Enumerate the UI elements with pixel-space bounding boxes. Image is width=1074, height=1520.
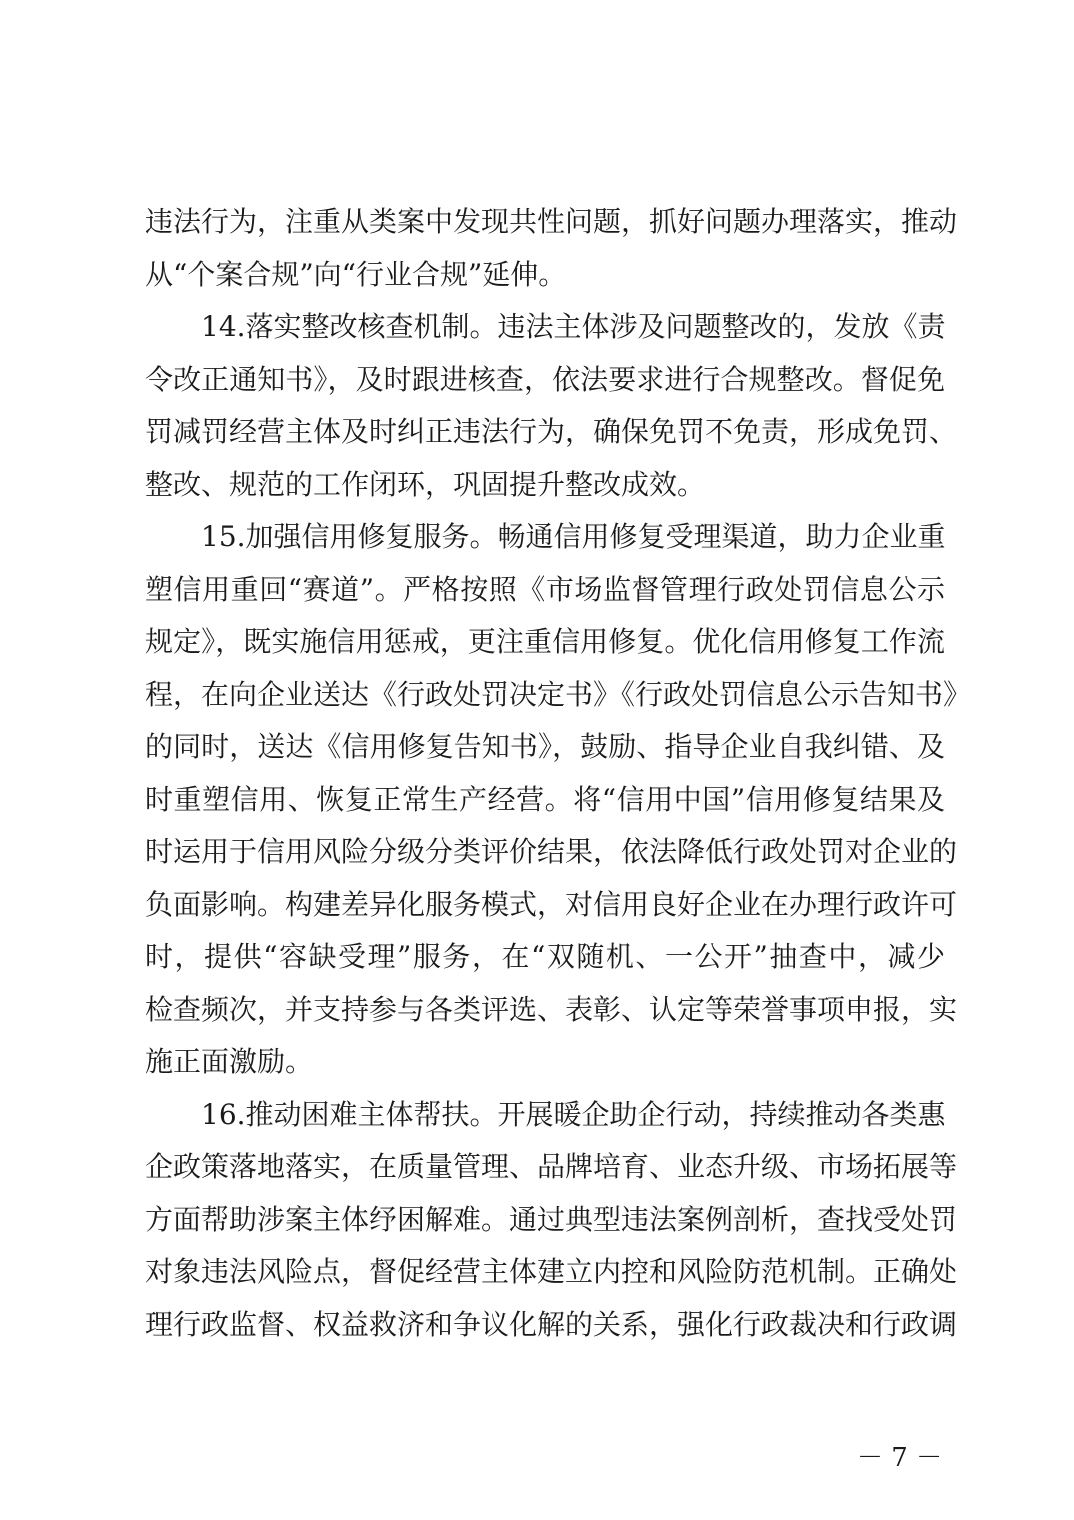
text-line-17: 施正面激励。 bbox=[145, 1045, 314, 1078]
text-line-12: 时重塑信用、恢复正常生产经营。将“信用中国”信用修复结果及 bbox=[145, 782, 945, 816]
text-line-20: 方面帮助涉案主体纾困解难。通过典型违法案例剖析，查找受处罚 bbox=[145, 1202, 958, 1236]
text-line-7: 15.加强信用修复服务。畅通信用修复受理渠道，助力企业重 bbox=[201, 520, 946, 553]
text-line-9: 规定》，既实施信用惩戒，更注重信用修复。优化信用修复工作流 bbox=[145, 625, 945, 658]
text-line-19: 企政策落地落实，在质量管理、品牌培育、业态升级、市场拓展等 bbox=[145, 1150, 958, 1183]
text-line-16: 检查频次，并支持参与各类评选、表彰、认定等荣誉事项申报，实 bbox=[145, 992, 958, 1026]
text-line-2: 从“个案合规”向“行业合规”延伸。 bbox=[145, 257, 567, 291]
text-line-1: 违法行为，注重从类案中发现共性问题，抓好问题办理落实，推动 bbox=[145, 205, 958, 238]
text-line-22: 理行政监督、权益救济和争议化解的关系，强化行政裁决和行政调 bbox=[145, 1307, 958, 1341]
text-line-4: 令改正通知书》，及时跟进核查，依法要求进行合规整改。督促免 bbox=[145, 362, 945, 396]
text-line-13: 时运用于信用风险分级分类评价结果，依法降低行政处罚对企业的 bbox=[145, 835, 958, 868]
text-line-15: 时，提供“容缺受理”服务，在“双随机、一公开”抽查中，减少 bbox=[145, 940, 945, 973]
text-line-21: 对象违法风险点，督促经营主体建立内控和风险防范机制。正确处 bbox=[145, 1255, 958, 1288]
page-number: － 7 － bbox=[857, 1443, 943, 1473]
text-line-5: 罚减罚经营主体及时纠正违法行为，确保免罚不免责，形成免罚、 bbox=[145, 415, 958, 448]
text-line-6: 整改、规范的工作闭环，巩固提升整改成效。 bbox=[145, 467, 706, 501]
text-line-10: 程，在向企业送达《行政处罚决定书》《行政处罚信息公示告知书》 bbox=[145, 677, 972, 711]
text-line-18: 16.推动困难主体帮扶。开展暖企助企行动，持续推动各类惠 bbox=[201, 1097, 946, 1131]
text-line-8: 塑信用重回“赛道”。严格按照《市场监督管理行政处罚信息公示 bbox=[145, 572, 945, 606]
body-text bbox=[145, 196, 972, 1351]
text-line-14: 负面影响。构建差异化服务模式，对信用良好企业在办理行政许可 bbox=[145, 887, 958, 921]
text-line-11: 的同时，送达《信用修复告知书》，鼓励、指导企业自我纠错、及 bbox=[145, 730, 945, 763]
text-line-3: 14.落实整改核查机制。违法主体涉及问题整改的，发放《责 bbox=[201, 310, 946, 343]
